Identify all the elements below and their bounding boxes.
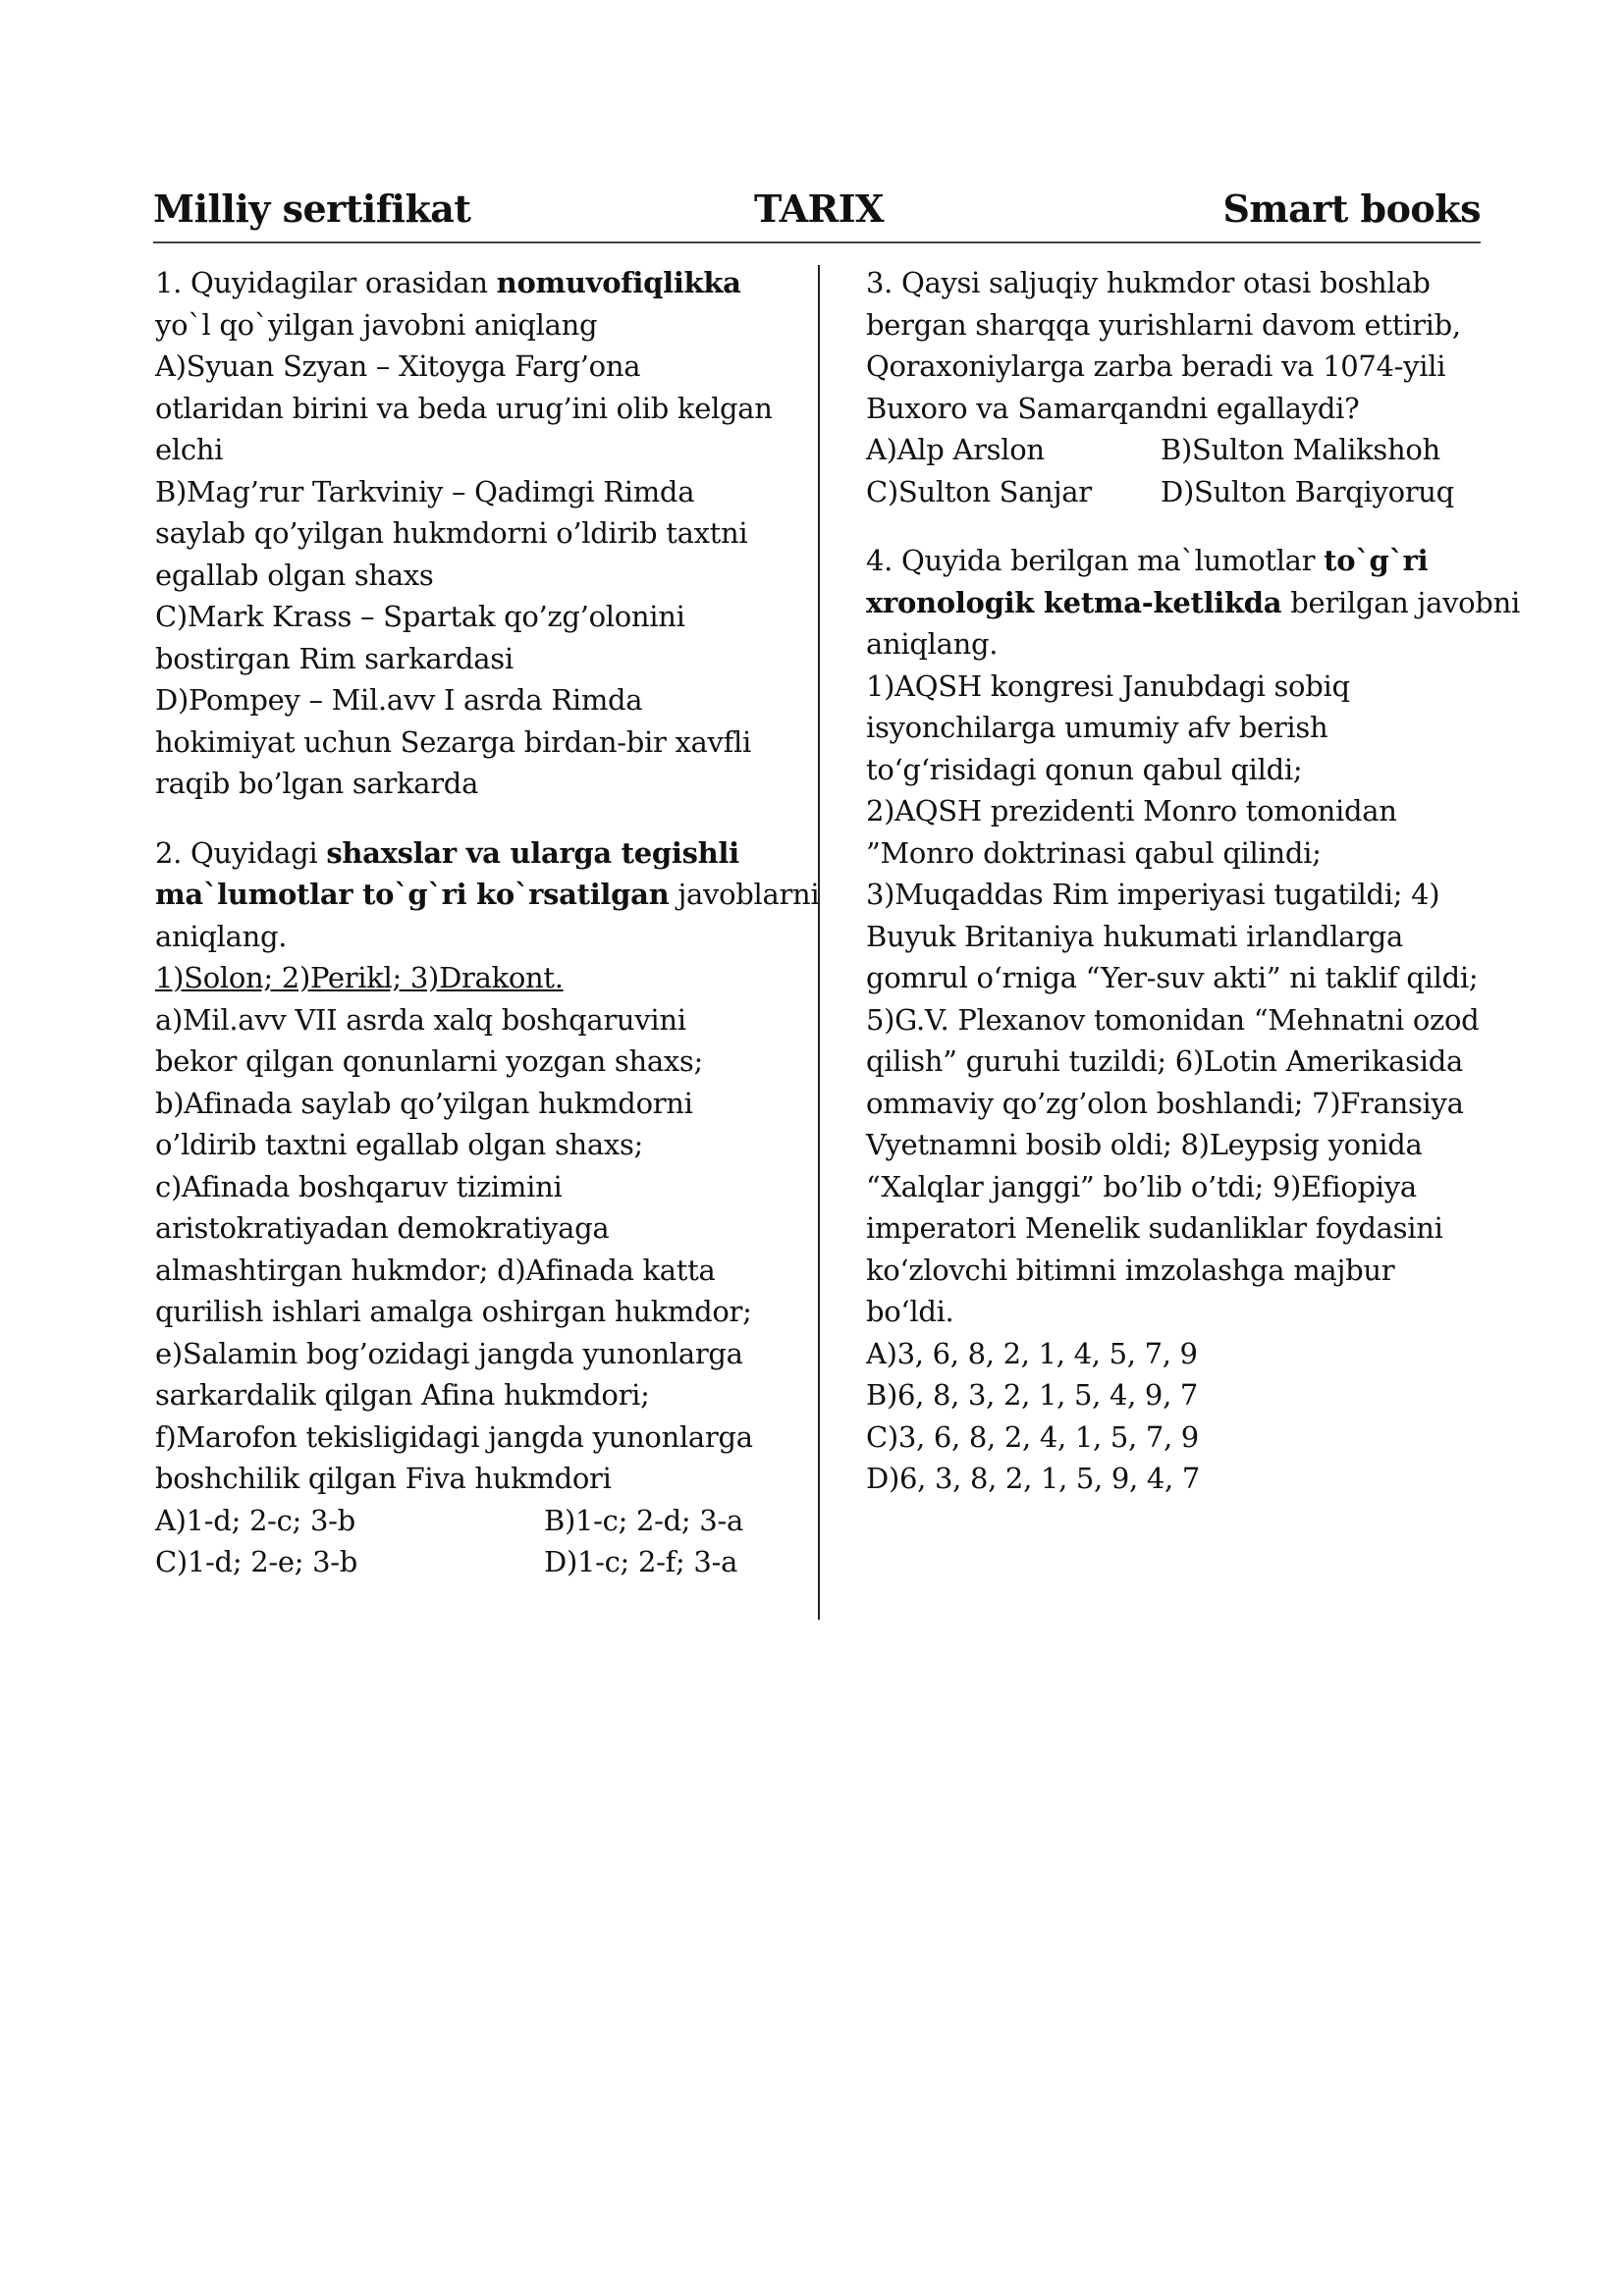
question-2-line: aristokratiyadan demokratiyaga bbox=[155, 1211, 610, 1245]
question-2-line: almashtirgan hukmdor; d)Afinada katta bbox=[155, 1253, 716, 1287]
question-3-line: Qoraxoniylarga zarba beradi va 1074-yili bbox=[866, 349, 1446, 383]
question-1-line: elchi bbox=[155, 433, 224, 466]
question-2-prefix: 2. Quyidagi bbox=[155, 835, 327, 870]
question-4-line: qilish” guruhi tuzildi; 6)Lotin Amerikasida bbox=[866, 1044, 1463, 1078]
question-2-line: f)Marofon tekisligidagi jangda yunonlarga bbox=[155, 1419, 753, 1454]
question-4-line: gomrul o‘rniga “Yer-suv akti” ni taklif qildi; bbox=[866, 961, 1479, 994]
question-3-options bbox=[866, 429, 1485, 512]
question-4-line: ko‘zlovchi bitimni imzolashga majbur bbox=[866, 1253, 1395, 1287]
question-2 bbox=[155, 832, 820, 1583]
question-3-line: Buxoro va Samarqandni egallaydi? bbox=[866, 391, 1360, 425]
question-3-line: bergan sharqqa yurishlarni davom ettirib, bbox=[866, 307, 1461, 342]
question-1-line: yo`l qo`yilgan javobni aniqlang bbox=[155, 307, 598, 342]
question-4-line: 5)G.V. Plexanov tomonidan “Mehnatni ozod bbox=[866, 1002, 1480, 1037]
question-4-keyword-cont: xronologik ketma-ketlikda bbox=[866, 585, 1282, 619]
question-1-prefix: 1. Quyidagilar orasidan bbox=[155, 266, 497, 299]
question-4-line: ”Monro doktrinasi qabul qilindi; bbox=[866, 835, 1322, 870]
header-subject: TARIX bbox=[754, 187, 885, 231]
question-1-line: saylab qo’yilgan hukmdorni o’ldirib taxtni bbox=[155, 516, 748, 550]
question-4-suffix: berilgan javobni bbox=[1281, 585, 1520, 619]
question-1-line: egallab olgan shaxs bbox=[155, 558, 434, 592]
question-1 bbox=[155, 262, 784, 805]
question-3 bbox=[866, 262, 1485, 512]
header-right-title: Smart books bbox=[1222, 187, 1481, 231]
answer-option-b: B)1-c; 2-d; 3-a bbox=[544, 1503, 743, 1537]
question-4-line-1 bbox=[866, 540, 1485, 582]
question-4-line: 2)AQSH prezidenti Monro tomonidan bbox=[866, 794, 1397, 828]
question-4-line-2 bbox=[866, 582, 1520, 624]
left-column bbox=[155, 262, 820, 1611]
question-1-line: bostirgan Rim sarkardasi bbox=[155, 641, 514, 675]
question-2-line: boshchilik qilgan Fiva hukmdori bbox=[155, 1462, 612, 1495]
question-1-line: D)Pompey – Mil.avv I asrda Rimda bbox=[155, 683, 643, 717]
answer-option-c: C)Sulton Sanjar bbox=[866, 474, 1092, 508]
question-4-line: Vyetnamni bosib oldi; 8)Leypsig yonida bbox=[866, 1128, 1423, 1161]
answer-option-d: D)1-c; 2-f; 3-a bbox=[544, 1545, 738, 1578]
question-4-line: “Xalqlar janggi” bo’lib o’tdi; 9)Efiopiya bbox=[866, 1169, 1417, 1203]
question-4-line: imperatori Menelik sudanliklar foydasini bbox=[866, 1211, 1443, 1245]
right-column bbox=[866, 262, 1520, 1527]
answer-option-b: B)6, 8, 3, 2, 1, 5, 4, 9, 7 bbox=[866, 1378, 1199, 1412]
header-left-title: Milliy sertifikat bbox=[153, 187, 471, 231]
question-1-line: otlaridan birini va beda urug’ini olib kelgan bbox=[155, 391, 773, 425]
page-header bbox=[153, 187, 1481, 243]
question-4-line: aniqlang. bbox=[866, 627, 999, 661]
question-4 bbox=[866, 540, 1520, 1500]
question-4-line: ommaviy qo’zg’olon boshlandi; 7)Fransiya bbox=[866, 1086, 1464, 1120]
question-4-prefix: 4. Quyida berilgan ma`lumotlar bbox=[866, 544, 1325, 577]
question-2-line: qurilish ishlari amalga oshirgan hukmdor; bbox=[155, 1295, 752, 1328]
question-3-line: 3. Qaysi saljuqiy hukmdor otasi boshlab bbox=[866, 266, 1431, 299]
column-divider bbox=[818, 265, 820, 1620]
question-4-line: to‘g‘risidagi qonun qabul qildi; bbox=[866, 752, 1303, 786]
answer-option-a: A)3, 6, 8, 2, 1, 4, 5, 7, 9 bbox=[866, 1336, 1198, 1370]
question-2-line: e)Salamin bog’ozidagi jangda yunonlarga bbox=[155, 1336, 743, 1370]
question-1-line: B)Mag’rur Tarkviniy – Qadimgi Rimda bbox=[155, 474, 695, 508]
question-2-line-2 bbox=[155, 874, 820, 916]
question-4-line: bo‘ldi. bbox=[866, 1295, 954, 1328]
question-4-line: Buyuk Britaniya hukumati irlandlarga bbox=[866, 919, 1404, 953]
question-2-keyword-cont: ma`lumotlar to`g`ri ko`rsatilgan bbox=[155, 878, 670, 911]
answer-option-d: D)6, 3, 8, 2, 1, 5, 9, 4, 7 bbox=[866, 1462, 1201, 1495]
question-1-keyword: nomuvofiqlikka bbox=[496, 266, 741, 299]
question-4-line: 3)Muqaddas Rim imperiyasi tugatildi; 4) bbox=[866, 878, 1440, 911]
question-2-persons: 1)Solon; 2)Perikl; 3)Drakont. bbox=[155, 961, 564, 994]
question-2-line: a)Mil.avv VII asrda xalq boshqaruvini bbox=[155, 1002, 686, 1037]
question-2-line: aniqlang. bbox=[155, 919, 288, 953]
question-2-line-1 bbox=[155, 832, 784, 875]
question-1-line-1 bbox=[155, 262, 784, 304]
question-2-suffix: javoblarni bbox=[669, 878, 820, 911]
question-2-keyword: shaxslar va ularga tegishli bbox=[326, 835, 739, 870]
answer-option-c: C)1-d; 2-e; 3-b bbox=[155, 1545, 358, 1578]
question-2-line: o’ldirib taxtni egallab olgan shaxs; bbox=[155, 1128, 644, 1161]
answer-option-c: C)3, 6, 8, 2, 4, 1, 5, 7, 9 bbox=[866, 1419, 1199, 1454]
answer-option-b: B)Sulton Malikshoh bbox=[1161, 433, 1440, 466]
question-2-line: c)Afinada boshqaruv tizimini bbox=[155, 1169, 563, 1203]
question-2-line: bekor qilgan qonunlarni yozgan shaxs; bbox=[155, 1044, 703, 1078]
question-4-line: 1)AQSH kongresi Janubdagi sobiq bbox=[866, 668, 1350, 703]
question-1-line: raqib bo’lgan sarkarda bbox=[155, 767, 479, 800]
answer-option-a: A)Alp Arslon bbox=[866, 433, 1045, 466]
question-2-line: b)Afinada saylab qo’yilgan hukmdorni bbox=[155, 1086, 693, 1120]
answer-option-d: D)Sulton Barqiyoruq bbox=[1161, 474, 1454, 508]
question-2-options bbox=[155, 1500, 784, 1583]
question-1-line: A)Syuan Szyan – Xitoyga Farg’ona bbox=[155, 349, 641, 383]
question-2-line: sarkardalik qilgan Afina hukmdori; bbox=[155, 1378, 650, 1412]
question-4-keyword: to`g`ri bbox=[1324, 544, 1429, 577]
question-1-line: hokimiyat uchun Sezarga birdan-bir xavfli bbox=[155, 724, 751, 759]
answer-option-a: A)1-d; 2-c; 3-b bbox=[155, 1503, 355, 1537]
question-1-line: C)Mark Krass – Spartak qo’zg’olonini bbox=[155, 600, 685, 633]
question-4-line: isyonchilarga umumiy afv berish bbox=[866, 711, 1328, 744]
